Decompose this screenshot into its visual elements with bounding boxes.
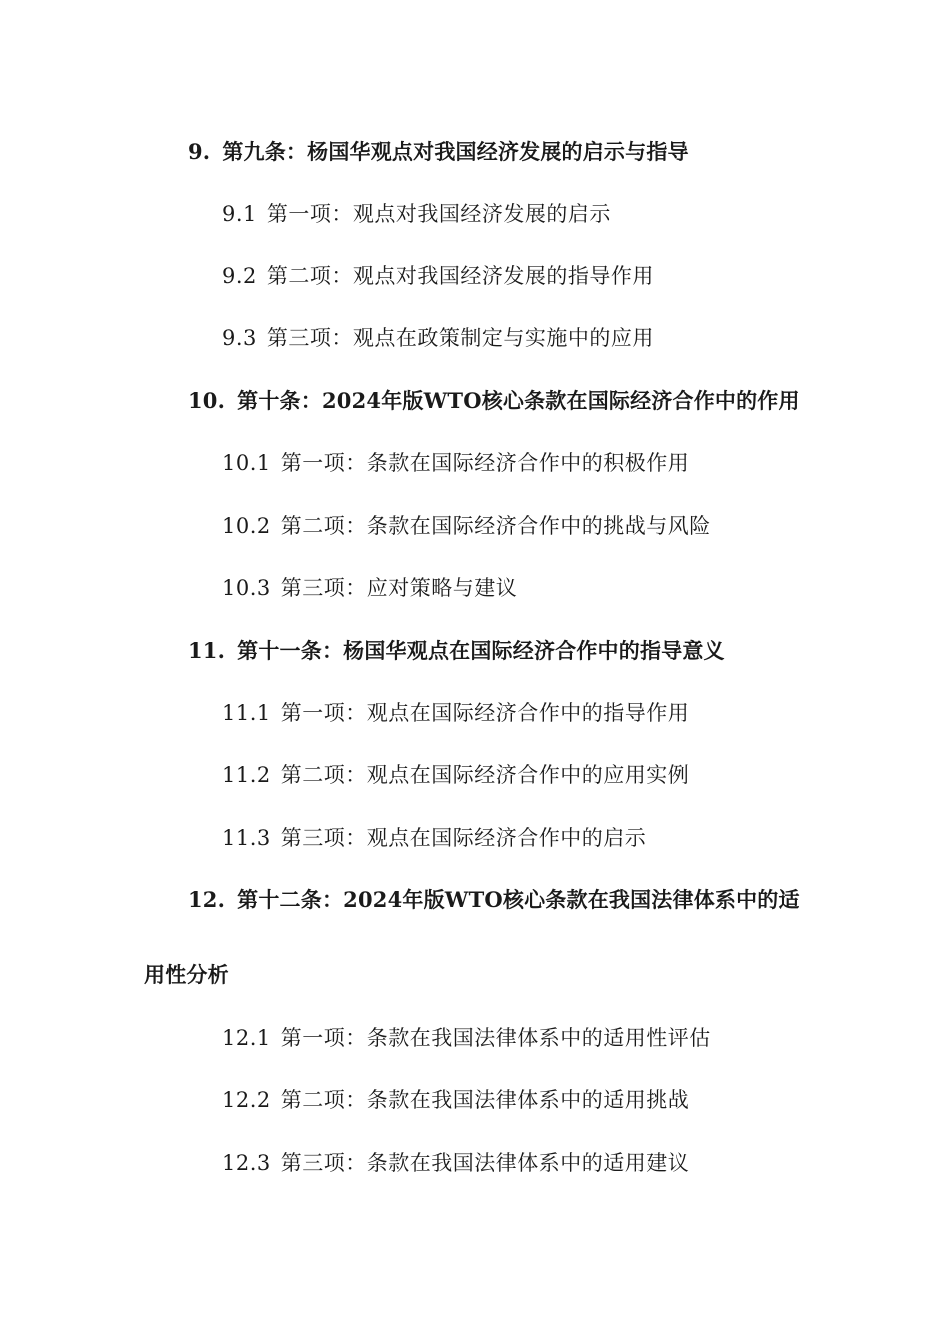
subsection-text: 第二项：观点在国际经济合作中的应用实例 bbox=[280, 763, 690, 787]
subsection-text: 第一项：条款在国际经济合作中的积极作用 bbox=[280, 451, 690, 475]
subsection-12-2 bbox=[222, 1086, 689, 1114]
subsection-number: 10.3 bbox=[222, 576, 271, 600]
subsection-12-3 bbox=[222, 1149, 689, 1177]
subsection-text: 第三项：应对策略与建议 bbox=[280, 576, 518, 600]
subsection-number: 9.2 bbox=[222, 264, 257, 288]
subsection-number: 10.2 bbox=[222, 514, 271, 538]
subsection-text: 第二项：条款在我国法律体系中的适用挑战 bbox=[280, 1088, 690, 1112]
subsection-text: 第三项：条款在我国法律体系中的适用建议 bbox=[280, 1151, 690, 1175]
section-title: 第十条：2024年版WTO核心条款在国际经济合作中的作用 bbox=[237, 388, 800, 413]
subsection-number: 12.3 bbox=[222, 1151, 271, 1175]
subsection-number: 12.1 bbox=[222, 1026, 271, 1050]
subsection-text: 第三项：观点在国际经济合作中的启示 bbox=[280, 826, 647, 850]
section-number: 12. bbox=[188, 887, 226, 912]
subsection-text: 第一项：观点在国际经济合作中的指导作用 bbox=[280, 701, 690, 725]
subsection-number: 11.3 bbox=[222, 826, 271, 850]
subsection-11-2 bbox=[222, 761, 689, 789]
subsection-11-3 bbox=[222, 824, 646, 852]
subsection-9-2 bbox=[222, 262, 654, 290]
subsection-text: 第二项：观点对我国经济发展的指导作用 bbox=[266, 264, 654, 288]
section-heading-10 bbox=[188, 387, 800, 415]
subsection-10-1 bbox=[222, 449, 689, 477]
subsection-text: 第一项：观点对我国经济发展的启示 bbox=[266, 202, 611, 226]
subsection-number: 9.3 bbox=[222, 326, 257, 350]
section-title: 第九条：杨国华观点对我国经济发展的启示与指导 bbox=[222, 139, 689, 164]
subsection-11-1 bbox=[222, 699, 689, 727]
subsection-number: 9.1 bbox=[222, 202, 257, 226]
subsection-text: 第二项：条款在国际经济合作中的挑战与风险 bbox=[280, 514, 711, 538]
subsection-9-3 bbox=[222, 324, 654, 352]
section-number: 10. bbox=[188, 388, 226, 413]
subsection-text: 第一项：条款在我国法律体系中的适用性评估 bbox=[280, 1026, 711, 1050]
section-number: 9. bbox=[188, 139, 211, 164]
section-title-continuation: 用性分析 bbox=[144, 962, 229, 987]
section-title: 第十二条：2024年版WTO核心条款在我国法律体系中的适 bbox=[237, 887, 800, 912]
section-title: 第十一条：杨国华观点在国际经济合作中的指导意义 bbox=[237, 638, 725, 663]
section-heading-12-continuation bbox=[144, 961, 229, 989]
subsection-number: 10.1 bbox=[222, 451, 271, 475]
subsection-number: 12.2 bbox=[222, 1088, 271, 1112]
subsection-10-3 bbox=[222, 574, 517, 602]
section-heading-12 bbox=[188, 886, 800, 914]
subsection-10-2 bbox=[222, 512, 711, 540]
subsection-9-1 bbox=[222, 200, 611, 228]
section-number: 11. bbox=[188, 638, 226, 663]
subsection-12-1 bbox=[222, 1024, 711, 1052]
section-heading-11 bbox=[188, 637, 725, 665]
subsection-number: 11.1 bbox=[222, 701, 271, 725]
section-heading-9 bbox=[188, 138, 689, 166]
subsection-number: 11.2 bbox=[222, 763, 271, 787]
subsection-text: 第三项：观点在政策制定与实施中的应用 bbox=[266, 326, 654, 350]
